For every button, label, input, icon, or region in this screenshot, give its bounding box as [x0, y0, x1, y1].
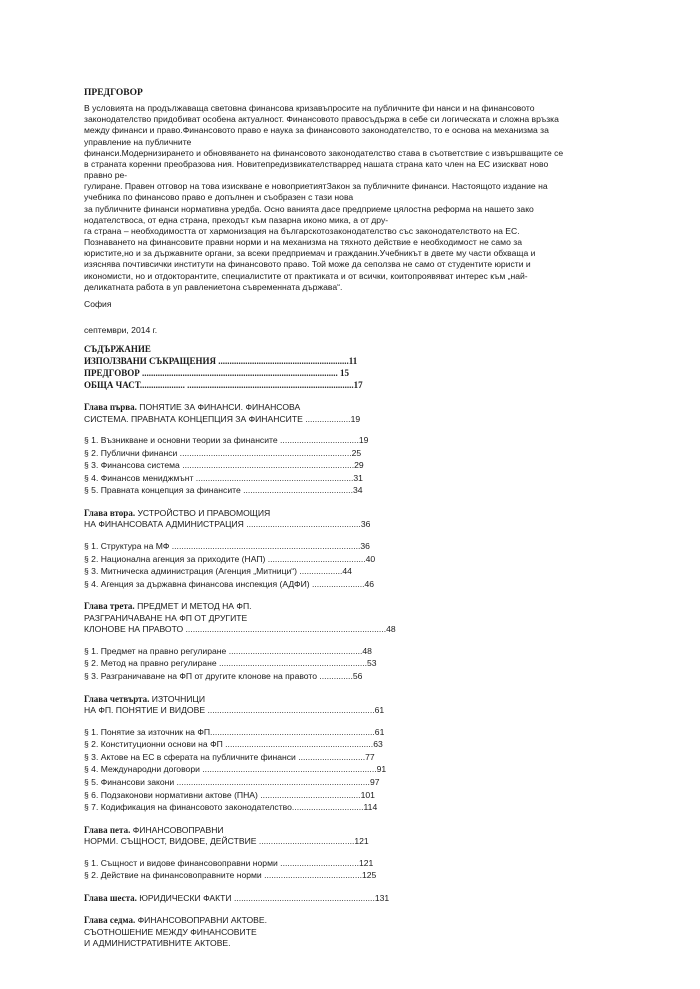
toc-section: § 6. Подзаконови нормативни актове (ПНА) ..........................................101: [84, 789, 375, 800]
chapter-title-text: НА ФИНАНСОВАТА АДМИНИСТРАЦИЯ ................................................36: [84, 519, 371, 530]
chapter-label: Глава трета.: [84, 601, 135, 612]
preface-line: законодателство придобиват особена актуалност. Финансовото правосъдържа в себе си логическата и сложна връзка: [84, 114, 559, 125]
chapter-title-line: [84, 624, 604, 636]
preface-line: Познаването на финансовите правни норми и на механизма на тяхното действие е необходимост не само за: [84, 237, 522, 248]
chapter-title-text: И АДМИНИСТРАТИВНИТЕ АКТОВЕ.: [84, 938, 231, 949]
toc-chapter: [84, 402, 604, 497]
preface-line: учебника по финансово право е допълнен и съобразен с тази нова: [84, 192, 354, 203]
toc-front-item: ОБЩА ЧАСТ.................... ..........................................................................17: [84, 380, 363, 390]
toc-section: § 1. Възникване и основни теории за финансите .................................19: [84, 435, 369, 445]
toc-chapter: [84, 601, 604, 682]
preface-line: деликатната работа в уп равлениетона съвременната държава“.: [84, 281, 343, 292]
toc-chapter: [84, 825, 604, 882]
toc-section: § 2. Национална агенция за приходите (НАП) .........................................40: [84, 553, 376, 564]
chapter-title-line: [84, 508, 604, 520]
toc-section: § 2. Действие на финансовоправните норми .........................................125: [84, 870, 377, 881]
date: септември, 2014 г.: [84, 325, 158, 335]
chapter-sections: [84, 540, 604, 590]
chapter-title-line: [84, 601, 604, 613]
toc-section: § 4. Международни договори .........................................................................91: [84, 764, 387, 775]
toc-section: § 1. Понятие за източник на ФП.....................................................................61: [84, 726, 385, 737]
preface-line: юристите,но и за държавните органи, за всеки предприемач и гражданин.Учебникът в двете му части обхваща и: [84, 248, 536, 259]
chapter-title-line: [84, 836, 604, 848]
preface-line: В условията на продължаваща световна финансова кризавъпросите на публичните фи нанси и на финансовото: [84, 103, 535, 113]
toc-front-item: ПРЕДГОВОР ....................................................................................... 15: [84, 368, 349, 378]
chapter-title-text: ПОНЯТИЕ ЗА ФИНАНСИ. ФИНАНСОВА: [136, 402, 301, 412]
chapter-sections: [84, 645, 604, 683]
chapter-title-line: [84, 938, 604, 950]
chapter-label: Глава втора.: [84, 507, 136, 518]
chapter-title-text: ЮРИДИЧЕСКИ ФАКТИ ...........................................................131: [136, 892, 390, 903]
chapter-title-line: [84, 694, 604, 706]
toc-section: § 3. Митническа администрация (Агенция „Митници“) ..................44: [84, 566, 352, 577]
chapter-title-line: [84, 519, 604, 531]
chapter-sections: [84, 726, 604, 814]
toc-section: § 2. Конституционни основи на ФП ..............................................................63: [84, 739, 383, 750]
chapter-title-line: [84, 927, 604, 939]
chapter-title-line: [84, 705, 604, 717]
chapter-title-text: НОРМИ. СЪЩНОСТ, ВИДОВЕ, ДЕЙСТВИЕ ........................................121: [84, 836, 369, 847]
preface-line: правно ре-: [84, 170, 128, 181]
preface-line: гулиране. Правен отговор на това изискване е новоприетиятЗакон за публичните финанси. Настоящото издание на: [84, 181, 548, 192]
preface-line: между финанси и право.Финансовото право е наука за финансовото законодателство, то е основа на механизма за: [84, 125, 549, 136]
toc-section: § 4. Финансов мениджмънт ..................................................................31: [84, 472, 363, 483]
chapter-title-line: [84, 613, 604, 625]
preface-line: за публичните финанси нормативна уредба. Осно ванията дасе предприеме цялостна реформа на нашето зако: [84, 203, 534, 214]
toc-section: § 5. Финансови закони .................................................................................97: [84, 777, 380, 787]
preface-line: нодателствоса, от една страна, преходът към пазарна иконо мика, а от дру-: [84, 214, 389, 225]
toc-section: § 3. Актове на ЕС в сферата на публичните финанси ............................77: [84, 751, 375, 762]
chapter-label: Глава четвърта.: [84, 693, 150, 704]
chapter-title-line: [84, 414, 604, 426]
preface-line: финанси.Модернизирането и обновяването на финансовото законодателство става в съответствие с извършващите се: [84, 147, 564, 158]
toc-section: § 5. Правната концепция за финансите ..............................................34: [84, 485, 363, 496]
chapter-label: Глава първа.: [84, 402, 137, 412]
toc-section: § 1. Предмет на правно регулиране ........................................................48: [84, 645, 372, 656]
chapter-title-text: НА ФП. ПОНЯТИЕ И ВИДОВЕ ......................................................................61: [84, 705, 385, 716]
preface-line: в страната коренни преобразова ния. Новитепредизвикателстваpред нашата страна като член на ЕС изискват ново: [84, 158, 549, 169]
chapter-title-text: ПРЕДМЕТ И МЕТОД НА ФП.: [134, 601, 252, 612]
chapter-title-text: ФИНАНСОВОПРАВНИ АКТОВЕ.: [135, 915, 268, 926]
toc-section: § 4. Агенция за държавна финансова инспекция (АДФИ) ......................46: [84, 578, 375, 589]
chapter-sections: [84, 434, 604, 497]
preface-line: икономисти, но и отдокторантите, специалистите от практиката и от всички, коитопроявяват интерес към „най-: [84, 270, 528, 281]
toc-section: § 7. Кодификация на финансовото законодателство..............................114: [84, 802, 378, 813]
chapter-title-text: УСТРОЙСТВО И ПРАВОМОЩИЯ: [135, 507, 271, 518]
chapter-title-line: [84, 825, 604, 837]
toc-chapter: [84, 508, 604, 590]
chapter-title-text: РАЗГРАНИЧАВАНЕ НА ФП ОТ ДРУГИТЕ: [84, 612, 248, 623]
chapter-title-line: [84, 915, 604, 927]
toc-section: § 3. Разграничаване на ФП от другите клонове на правото ..............56: [84, 671, 363, 682]
chapter-title-line: [84, 893, 604, 905]
preface-title: ПРЕДГОВОР: [84, 88, 143, 98]
chapter-title-text: КЛОНОВЕ НА ПРАВОТО ....................................................................................48: [84, 624, 396, 635]
chapter-title-text: СИСТЕМА. ПРАВНАТА КОНЦЕПЦИЯ ЗА ФИНАНСИТЕ ...................19: [84, 413, 361, 424]
toc-chapter: [84, 694, 604, 814]
chapter-label: Глава шеста.: [84, 892, 137, 903]
toc-section: § 3. Финансова система ........................................................................29: [84, 460, 364, 471]
toc-section: § 2. Публични финанси ........................................................................25: [84, 447, 362, 458]
toc-heading: СЪДЪРЖАНИЕ: [84, 344, 151, 354]
chapter-title-text: ФИНАНСОВОПРАВНИ: [130, 824, 224, 835]
toc-section: § 2. Метод на правно регулиране ..............................................................53: [84, 658, 377, 669]
toc-chapter: [84, 915, 604, 950]
preface-line: га страна – необходимостта от хармонизация на българскотозаконодателство със законодателството на ЕС.: [84, 225, 520, 236]
toc-front-items: [84, 355, 604, 391]
toc-section: § 1. Същност и видове финансовоправни норми .................................121: [84, 857, 374, 868]
preface-line: изяснява почтивсички институти на финансовото право. Той може да сеползва не само от студентите юристи и: [84, 259, 531, 270]
city: София: [84, 299, 112, 309]
toc-chapters: [84, 402, 604, 950]
chapter-title-text: СЪОТНОШЕНИЕ МЕЖДУ ФИНАНСОВИТЕ: [84, 926, 257, 937]
toc-chapter: [84, 893, 604, 905]
chapter-title-text: ИЗТОЧНИЦИ: [149, 693, 205, 704]
chapter-label: Глава пета.: [84, 824, 131, 835]
toc-front-item: ИЗПОЛЗВАНИ СЪКРАЩЕНИЯ ..........................................................11: [84, 356, 358, 366]
preface-line: управление на публичните: [84, 136, 192, 147]
chapter-sections: [84, 857, 604, 882]
table-of-contents: [84, 343, 604, 950]
toc-section: § 1. Структура на МФ ...............................................................................36: [84, 540, 370, 551]
preface-body: [84, 103, 624, 293]
chapter-label: Глава седма.: [84, 915, 136, 926]
chapter-title-line: [84, 402, 604, 414]
